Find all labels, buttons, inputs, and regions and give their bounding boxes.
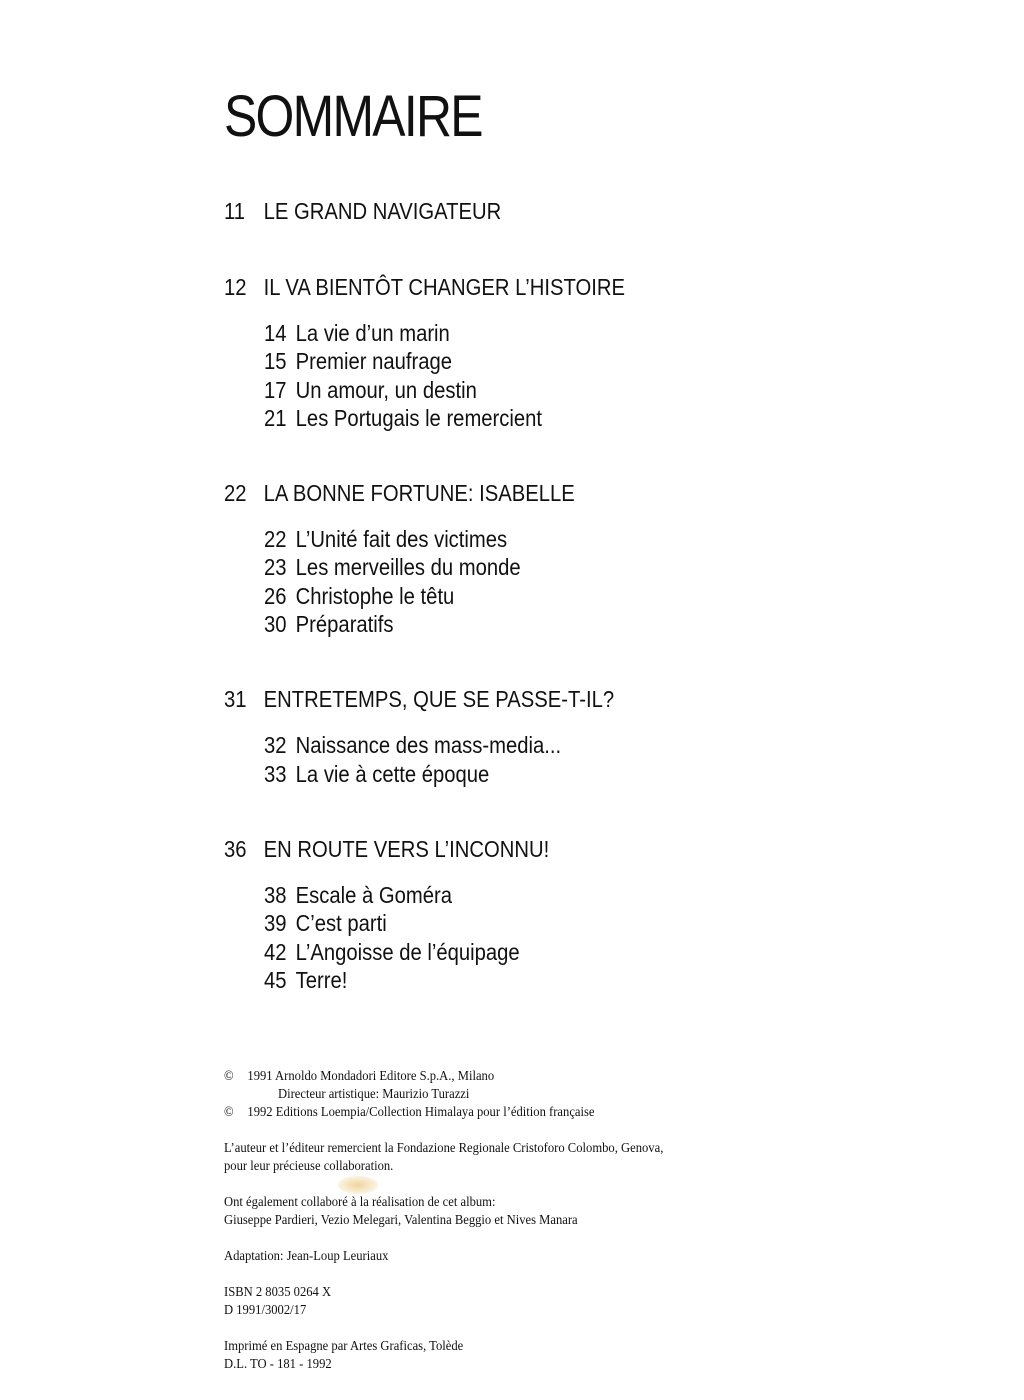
toc-subsection-title: Les Portugais le remercient — [295, 404, 543, 431]
toc-section — [224, 834, 944, 994]
toc-subsection-title: C’est parti — [295, 910, 387, 937]
toc-section-title: IL VA BIENTÔT CHANGER L’HISTOIRE — [263, 274, 626, 300]
toc-section-page-number: 11 — [224, 198, 246, 224]
toc-subsection-title: Un amour, un destin — [295, 376, 477, 403]
credits — [224, 1068, 784, 1374]
collaborators-line-1: Ont également collaboré à la réalisation de cet album: — [224, 1195, 496, 1210]
toc-subsection-page-number: 14 — [264, 320, 287, 346]
toc-subsection-item — [264, 525, 862, 553]
toc-section-title: LE GRAND NAVIGATEUR — [263, 198, 502, 224]
thanks-line-1: L’auteur et l’éditeur remercient la Fondazione Regionale Cristoforo Colombo, Genova, — [224, 1141, 664, 1156]
toc-section — [224, 272, 944, 432]
toc-subsection-title: Christophe le têtu — [295, 582, 455, 609]
adaptation-line: Adaptation: Jean-Loup Leuriaux — [224, 1249, 389, 1264]
table-of-contents — [224, 196, 944, 994]
toc-section-page-number: 22 — [224, 480, 247, 507]
toc-subsection-item — [264, 966, 862, 994]
toc-subsection-page-number: 15 — [264, 348, 287, 375]
toc-subsection-item — [264, 319, 862, 347]
toc-subsection-item — [264, 938, 862, 966]
toc-subsection-list — [224, 525, 944, 638]
toc-subsection-item — [264, 376, 862, 404]
toc-subsection-page-number: 33 — [264, 760, 287, 787]
collaborators-line-2: Giuseppe Pardieri, Vezio Melegari, Valentina Beggio et Nives Manara — [224, 1213, 578, 1228]
toc-subsection-title: L’Angoisse de l’équipage — [295, 938, 520, 965]
toc-subsection-page-number: 30 — [264, 611, 287, 638]
thanks-line-2: pour leur précieuse collaboration. — [224, 1159, 394, 1174]
toc-subsection-item — [264, 731, 862, 759]
toc-subsection-page-number: 17 — [264, 376, 287, 403]
dl-line: D.L. TO - 181 - 1992 — [224, 1357, 332, 1372]
toc-section-page-number: 31 — [224, 686, 247, 713]
toc-section-page-number: 12 — [224, 274, 247, 300]
toc-section — [224, 478, 944, 638]
page-title: SOMMAIRE — [224, 84, 482, 149]
toc-section — [224, 684, 944, 788]
toc-subsection-page-number: 38 — [264, 881, 287, 908]
toc-subsection-list — [224, 731, 944, 788]
toc-section-title: LA BONNE FORTUNE: ISABELLE — [263, 480, 575, 507]
toc-subsection-item — [264, 610, 862, 638]
toc-section-heading — [224, 272, 858, 302]
paper-stain — [338, 1176, 378, 1194]
toc-subsection-item — [264, 553, 862, 581]
isbn-line: ISBN 2 8035 0264 X — [224, 1285, 332, 1300]
thanks-block — [224, 1140, 784, 1176]
toc-subsection-page-number: 45 — [264, 966, 287, 993]
toc-subsection-item — [264, 582, 862, 610]
toc-subsection-item — [264, 909, 862, 937]
toc-subsection-title: Escale à Goméra — [295, 881, 453, 908]
copyright-symbol: © — [224, 1105, 234, 1120]
toc-section — [224, 196, 944, 226]
toc-subsection-page-number: 39 — [264, 910, 287, 937]
toc-subsection-title: Préparatifs — [295, 611, 394, 638]
collaborators-block — [224, 1194, 784, 1230]
toc-section-heading — [224, 196, 858, 226]
toc-subsection-title: L’Unité fait des victimes — [295, 526, 508, 553]
art-director: Directeur artistique: Maurizio Turazzi — [278, 1087, 470, 1102]
toc-subsection-page-number: 21 — [264, 404, 287, 431]
copyright-text-2: 1992 Editions Loempia/Collection Himalaya pour l’édition française — [247, 1105, 595, 1120]
toc-section-heading — [224, 478, 858, 508]
toc-subsection-list — [224, 881, 944, 994]
toc-subsection-item — [264, 881, 862, 909]
toc-subsection-title: Les merveilles du monde — [295, 554, 521, 581]
toc-subsection-list — [224, 319, 944, 432]
toc-section-page-number: 36 — [224, 835, 247, 862]
toc-subsection-page-number: 32 — [264, 732, 287, 759]
toc-section-heading — [224, 684, 858, 714]
toc-subsection-item — [264, 404, 862, 432]
toc-section-title: EN ROUTE VERS L’INCONNU! — [263, 835, 550, 862]
toc-subsection-page-number: 26 — [264, 582, 287, 609]
adaptation-block — [224, 1248, 784, 1266]
legal-deposit-line: D 1991/3002/17 — [224, 1303, 307, 1318]
printer-line: Imprimé en Espagne par Artes Graficas, Tolède — [224, 1339, 464, 1354]
copyright-symbol: © — [224, 1069, 234, 1084]
toc-subsection-item — [264, 760, 862, 788]
toc-subsection-page-number: 42 — [264, 938, 287, 965]
copyright-text-1: 1991 Arnoldo Mondadori Editore S.p.A., Milano — [247, 1069, 495, 1084]
toc-subsection-title: Premier naufrage — [295, 348, 453, 375]
toc-section-heading — [224, 834, 858, 864]
toc-subsection-page-number: 22 — [264, 526, 287, 553]
toc-subsection-title: Naissance des mass-media... — [295, 732, 562, 759]
toc-subsection-item — [264, 347, 862, 375]
toc-subsection-page-number: 23 — [264, 554, 287, 581]
copyright-line-1 — [224, 1068, 728, 1086]
isbn-block — [224, 1284, 784, 1320]
toc-subsection-title: La vie à cette époque — [295, 760, 490, 787]
toc-subsection-title: La vie d’un marin — [295, 320, 450, 346]
toc-section-title: ENTRETEMPS, QUE SE PASSE-T-IL? — [263, 686, 615, 713]
toc-subsection-title: Terre! — [295, 966, 348, 993]
printer-block — [224, 1338, 784, 1374]
copyright-line-2 — [224, 1104, 728, 1122]
